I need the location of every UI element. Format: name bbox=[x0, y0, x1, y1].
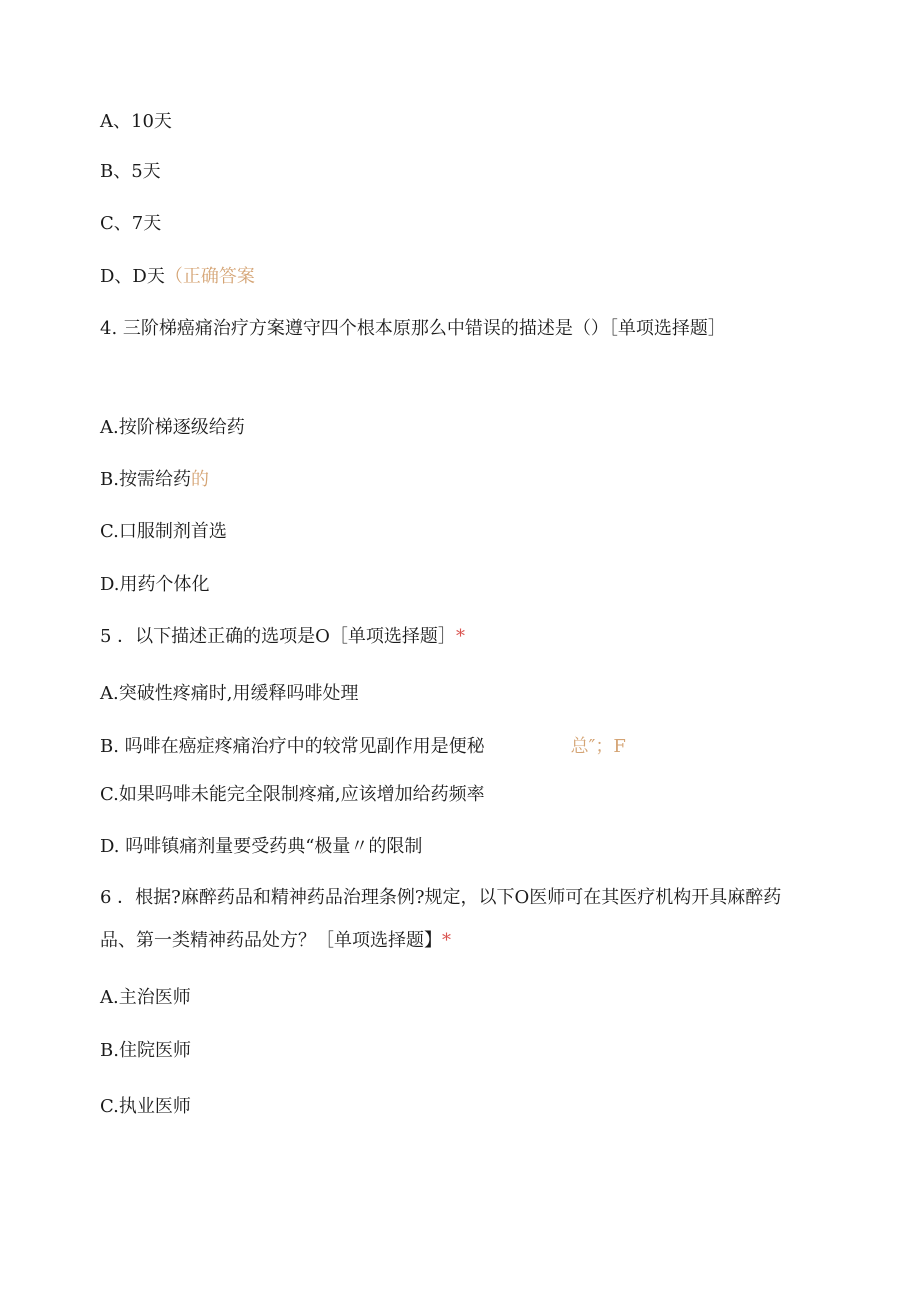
q6-option-b bbox=[100, 1039, 191, 1063]
required-mark: * bbox=[442, 930, 451, 951]
option-text: A.主治医师 bbox=[100, 987, 191, 1008]
q6-question-line-1 bbox=[100, 886, 781, 910]
q4-option-b bbox=[100, 468, 209, 492]
required-mark: * bbox=[455, 626, 465, 647]
option-text: D、D天 bbox=[100, 266, 165, 287]
q3-option-d bbox=[100, 265, 255, 289]
q3-option-b bbox=[100, 160, 161, 184]
q3-option-a bbox=[100, 110, 172, 134]
option-text: B、5天 bbox=[100, 161, 161, 182]
option-text: D. 吗啡镇痛剂量要受药典“极量〃的限制 bbox=[100, 836, 423, 857]
q5-question bbox=[100, 625, 465, 649]
q4-question bbox=[100, 317, 726, 341]
option-text: A、10天 bbox=[100, 111, 172, 132]
question-text: 5 ．以下描述正确的选项是O［单项选择题］ bbox=[100, 626, 456, 647]
q6-question-line-2 bbox=[100, 929, 451, 953]
q5-option-c bbox=[100, 783, 485, 807]
q4-option-d bbox=[100, 573, 210, 597]
q6-option-c bbox=[100, 1095, 191, 1119]
question-text: 品、第一类精神药品处方？［单项选择题】 bbox=[100, 930, 442, 951]
q3-option-c bbox=[100, 212, 161, 236]
q6-option-a bbox=[100, 986, 191, 1010]
correct-answer-note: （正确答案 bbox=[164, 266, 255, 287]
option-text: D.用药个体化 bbox=[100, 574, 210, 595]
option-note: 总″；F bbox=[570, 736, 626, 757]
q5-option-d bbox=[100, 835, 422, 859]
q5-option-b bbox=[100, 735, 626, 759]
q4-option-c bbox=[100, 520, 227, 544]
q5-option-a bbox=[100, 682, 358, 706]
q4-option-a bbox=[100, 416, 245, 440]
option-text: C.口服制剂首选 bbox=[100, 521, 227, 542]
question-text: 4. 三阶梯癌痛治疗方案遵守四个根本原那么中错误的描述是（）［单项选择题］ bbox=[100, 318, 726, 339]
option-text: A.突破性疼痛时,用缓释吗啡处理 bbox=[100, 683, 359, 704]
option-text: B.按需给药 bbox=[100, 469, 191, 490]
option-text: C、7天 bbox=[100, 213, 162, 234]
option-text: B. 吗啡在癌症疼痛治疗中的较常见副作用是便秘 bbox=[100, 736, 485, 757]
option-text: C.如果吗啡未能完全限制疼痛,应该增加给药频率 bbox=[100, 784, 485, 805]
option-text: A.按阶梯逐级给药 bbox=[100, 417, 245, 438]
option-text: C.执业医师 bbox=[100, 1096, 191, 1117]
option-text: B.住院医师 bbox=[100, 1040, 191, 1061]
option-note: 的 bbox=[190, 469, 209, 490]
question-text: 6 ．根据?麻醉药品和精神药品治理条例?规定，以下O医师可在其医疗机构开具麻醉药 bbox=[100, 887, 782, 908]
